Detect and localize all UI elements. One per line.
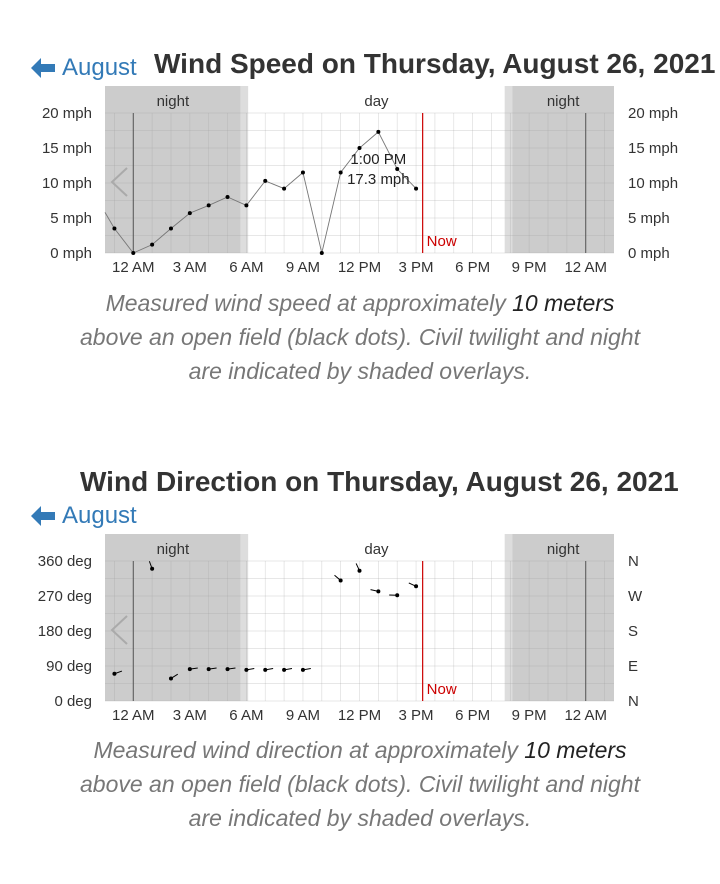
y-tick-label-left: 0 deg <box>54 693 92 710</box>
back-to-august-link-2[interactable] <box>30 502 137 530</box>
x-tick-label: 3 PM <box>398 259 434 276</box>
direction-data-point <box>263 668 267 672</box>
band-night-4 <box>512 534 614 701</box>
band-label-night: night <box>156 541 190 558</box>
y-tick-label-right: 5 mph <box>628 210 670 227</box>
y-tick-label-left: 10 mph <box>41 175 92 192</box>
direction-data-point <box>244 668 248 672</box>
y-tick-label-right: N <box>628 693 639 710</box>
y-tick-label-left: 360 deg <box>37 553 92 570</box>
direction-data-point <box>376 589 380 593</box>
x-tick-label: 12 AM <box>112 707 155 724</box>
speed-data-point <box>226 195 230 199</box>
caption-height-emphasis: 10 meters <box>524 737 627 763</box>
speed-data-point <box>207 203 211 207</box>
x-tick-label: 9 PM <box>511 707 547 724</box>
speed-data-point <box>244 203 248 207</box>
band-night-4 <box>512 86 614 253</box>
band-day-2 <box>248 534 504 701</box>
direction-data-point <box>207 667 211 671</box>
y-tick-label-left: 180 deg <box>37 623 92 640</box>
tooltip-value: 17.3 mph <box>347 171 410 188</box>
y-tick-label-right: N <box>628 553 639 570</box>
band-twilight-1 <box>241 534 249 701</box>
speed-data-point <box>188 211 192 215</box>
band-twilight-3 <box>505 86 513 253</box>
band-label-night: night <box>546 93 580 110</box>
y-tick-label-left: 20 mph <box>41 105 92 122</box>
y-tick-label-left: 90 deg <box>46 658 92 675</box>
x-tick-label: 9 AM <box>285 707 321 724</box>
direction-data-point <box>112 672 116 676</box>
direction-data-point <box>358 569 362 573</box>
x-tick-label: 3 PM <box>398 707 434 724</box>
band-label-day: day <box>364 541 389 558</box>
speed-data-point <box>320 251 324 255</box>
y-tick-label-left: 15 mph <box>41 140 92 157</box>
x-tick-label: 6 AM <box>229 259 264 276</box>
x-tick-label: 12 AM <box>564 707 607 724</box>
arrow-left-icon <box>30 57 56 79</box>
band-label-night: night <box>546 541 580 558</box>
x-tick-label: 12 AM <box>112 259 155 276</box>
speed-data-point <box>339 171 343 175</box>
y-tick-label-left: 270 deg <box>37 588 92 605</box>
speed-data-point <box>150 243 154 247</box>
speed-data-point <box>131 251 135 255</box>
speed-data-point <box>301 171 305 175</box>
y-tick-label-right: S <box>628 623 639 640</box>
speed-data-point <box>263 179 267 183</box>
x-tick-label: 3 AM <box>172 707 207 724</box>
back-link-label: August <box>62 54 137 81</box>
x-tick-label: 9 AM <box>285 259 321 276</box>
direction-data-point <box>395 593 399 597</box>
x-tick-label: 12 PM <box>337 259 382 276</box>
speed-data-point <box>169 227 173 231</box>
y-tick-label-left: 5 mph <box>50 210 92 227</box>
direction-data-point <box>150 567 154 571</box>
speed-data-point <box>358 146 362 150</box>
caption-height-emphasis: 10 meters <box>512 290 615 316</box>
speed-caption: Measured wind speed at approximately 10 meters above an open field (black dots). Civil twilight and night are indicated by shaded overlays. <box>80 290 640 384</box>
back-to-august-link[interactable] <box>30 54 137 82</box>
x-tick-label: 9 PM <box>511 259 547 276</box>
x-tick-label: 12 PM <box>337 707 382 724</box>
band-twilight-3 <box>505 534 513 701</box>
speed-data-point <box>376 130 380 134</box>
direction-data-point <box>169 676 173 680</box>
now-label: Now <box>426 233 457 250</box>
speed-data-point <box>112 227 116 231</box>
x-tick-label: 6 PM <box>455 259 491 276</box>
y-tick-label-right: 10 mph <box>628 175 679 192</box>
back-link-label: August <box>62 502 137 529</box>
wind-speed-chart <box>0 80 720 280</box>
x-tick-label: 12 AM <box>564 259 607 276</box>
direction-data-point <box>226 667 230 671</box>
tooltip-time: 1:00 PM <box>350 151 407 168</box>
speed-chart-title: Wind Speed on Thursday, August 26, 2021 <box>154 48 716 79</box>
band-twilight-1 <box>241 86 249 253</box>
band-day-2 <box>248 86 504 253</box>
y-tick-label-right: 15 mph <box>628 140 679 157</box>
speed-data-point <box>282 187 286 191</box>
direction-data-point <box>339 578 343 582</box>
y-tick-label-right: E <box>628 658 639 675</box>
y-tick-label-right: W <box>628 588 643 605</box>
direction-chart-title: Wind Direction on Thursday, August 26, 2021 <box>80 466 679 497</box>
x-tick-label: 6 PM <box>455 707 491 724</box>
direction-data-point <box>301 668 305 672</box>
band-label-day: day <box>364 93 389 110</box>
x-tick-label: 3 AM <box>172 259 207 276</box>
y-tick-label-left: 0 mph <box>50 245 92 262</box>
arrow-left-icon <box>30 505 56 527</box>
y-tick-label-right: 0 mph <box>628 245 670 262</box>
direction-data-point <box>414 584 418 588</box>
speed-data-point <box>414 187 418 191</box>
y-tick-label-right: 20 mph <box>628 105 679 122</box>
direction-data-point <box>282 668 286 672</box>
wind-direction-chart <box>0 528 720 728</box>
now-label: Now <box>426 681 457 698</box>
direction-data-point <box>188 667 192 671</box>
direction-caption: Measured wind direction at approximately 10 meters above an open field (black dots). Civil twilight and night are indicated by shaded overlays. <box>80 737 640 831</box>
x-tick-label: 6 AM <box>229 707 264 724</box>
band-label-night: night <box>156 93 190 110</box>
